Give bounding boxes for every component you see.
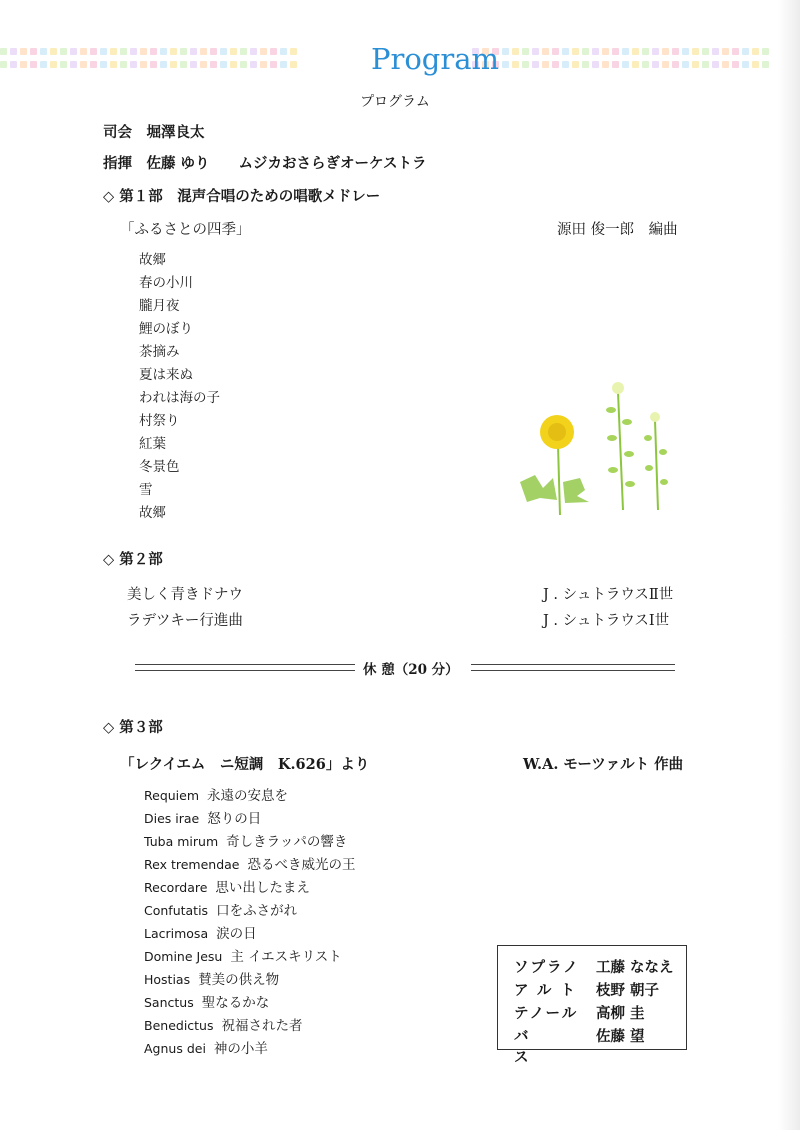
- movement-item: Dies irae 怒りの日: [144, 811, 262, 827]
- movement-item: Requiem 永遠の安息を: [144, 788, 289, 804]
- song-item: 茶摘み: [139, 344, 180, 360]
- intermission-rule-left: [135, 664, 355, 671]
- page-edge-shadow: [778, 0, 800, 1130]
- movement-item: Confutatis 口をふさがれ: [144, 903, 298, 919]
- part2-heading: ◇ 第２部: [103, 551, 163, 568]
- soloist-row: アルト 枝野 朝子: [514, 982, 660, 999]
- movement-item: Recordare 思い出したまえ: [144, 880, 310, 896]
- soloist-row: バス 佐藤 望: [514, 1028, 645, 1066]
- part1-heading: ◇ 第１部 混声合唱のための唱歌メドレー: [103, 188, 381, 205]
- song-item: 冬景色: [139, 459, 180, 475]
- intermission-rule-right: [471, 664, 675, 671]
- song-item: 紅葉: [139, 436, 166, 452]
- page-subtitle: プログラム: [360, 94, 430, 110]
- soloist-row: テノール 高柳 圭: [514, 1005, 645, 1022]
- song-item: 雪: [139, 482, 153, 498]
- conductor-line: 指揮 佐藤 ゆり ムジカおさらぎオーケストラ: [103, 155, 427, 172]
- part2-work-title: ラデツキー行進曲: [127, 613, 243, 629]
- soloists-box: [497, 945, 687, 1066]
- song-item: われは海の子: [139, 390, 220, 406]
- part3-composer: W.A. モーツァルト 作曲: [523, 756, 684, 773]
- mc-line: 司会 堀澤良太: [103, 124, 205, 141]
- part1-work-title: 「ふるさとの四季」: [120, 222, 251, 238]
- part3-heading: ◇ 第３部: [103, 719, 163, 736]
- movement-item: Tuba mirum 奇しきラッパの響き: [144, 834, 348, 850]
- movement-item: Agnus dei 神の小羊: [144, 1041, 268, 1057]
- movement-item: Sanctus 聖なるかな: [144, 995, 270, 1011]
- song-item: 夏は来ぬ: [139, 367, 193, 383]
- song-item: 故郷: [139, 252, 166, 268]
- song-item: 春の小川: [139, 275, 193, 291]
- part2-work-composer: J . シュトラウスⅡ世: [543, 587, 674, 603]
- song-item: 鯉のぼり: [139, 321, 193, 337]
- part2-work-title: 美しく青きドナウ: [127, 587, 243, 603]
- part3-work-title: 「レクイエム ニ短調 K.626」より: [120, 756, 370, 773]
- flower-illustration: [505, 370, 685, 520]
- movement-item: Benedictus 祝福された者: [144, 1018, 303, 1034]
- part2-work-composer: J . シュトラウスⅠ世: [543, 613, 670, 629]
- part1-arranger: 源田 俊一郎 編曲: [557, 222, 678, 238]
- song-item: 朧月夜: [139, 298, 180, 314]
- movement-item: Lacrimosa 涙の日: [144, 926, 257, 942]
- song-item: 村祭り: [139, 413, 180, 429]
- movement-item: Hostias 賛美の供え物: [144, 972, 280, 988]
- page-title: Program: [370, 42, 500, 76]
- song-item: 故郷: [139, 505, 166, 521]
- movement-item: Rex tremendae 恐るべき威光の王: [144, 857, 356, 873]
- soloist-row: ソプラノ 工藤 ななえ: [514, 959, 674, 976]
- movement-item: Domine Jesu 主 イエスキリスト: [144, 949, 342, 965]
- intermission-label: 休 憩（20 分）: [363, 662, 459, 678]
